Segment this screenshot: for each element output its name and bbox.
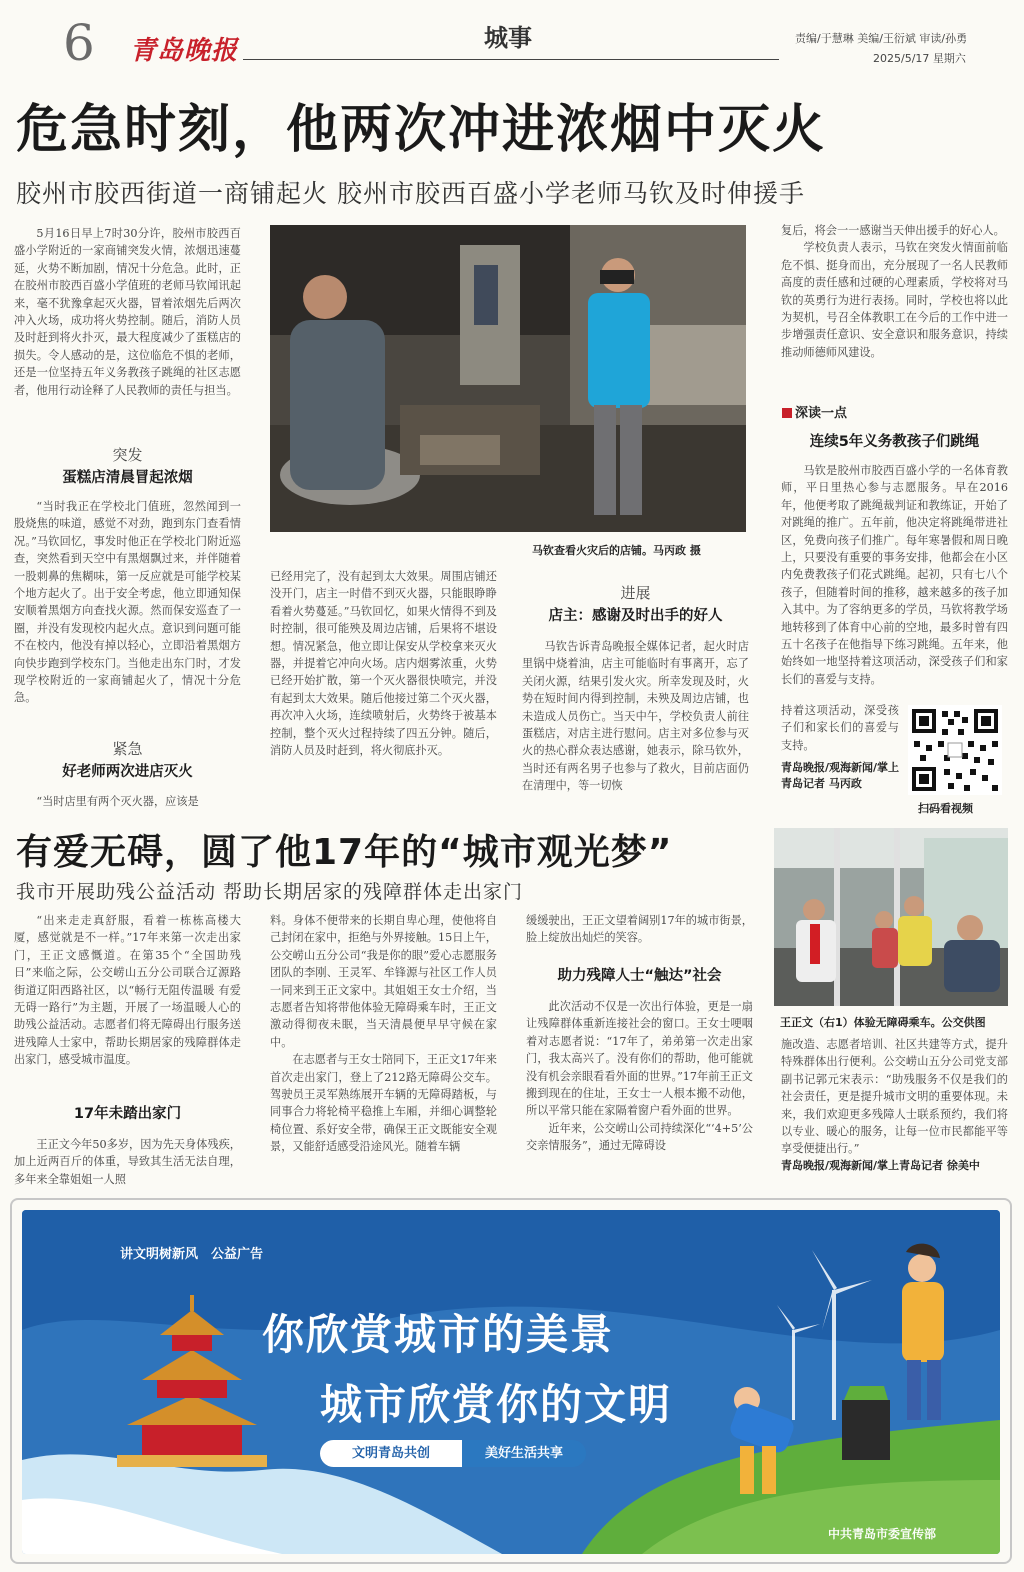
ad-pill-1: 文明青岛共创 [320,1440,462,1467]
story1-section3-text: 马钦告诉青岛晚报全媒体记者，起火时店里锅中烧着油，店主可能临时有事离开，忘了关闭火源，结果引发火灾。所幸发现及时，火势在短时间内得到控制，未殃及周边店铺，也未造成人员伤亡。当天中午，学校负责人前往蛋糕店，对店主进行慰问。店主对多位参与灭火的热心群众表达感谢，她表示，除马钦外，当时还有两名男子也参与了救火，目前店面仍在清理中，等一切恢 [522,640,749,793]
ad-slogan-line1: 你欣赏城市的美景 [262,1310,615,1359]
story1-col4-text: 复后，将会一一感谢当天伸出援手的好心人。 学校负责人表示，马钦在突发火情面前临危不惧、挺身而出，充分展现了一名人民教师高度的责任感和过硬的心理素质，学校将对马钦的英勇行为进行表扬。同时，学校也将以此为契机，号召全体教职工在今后的工作中进一步增强责任意识、安全意识和服务意识，持续推动师德师风建设。 [781,224,1008,359]
story2-headline: 有爱无碍，圆了他17年的“城市观光梦” [16,832,673,873]
story1-subhead-1: 蛋糕店清晨冒起浓烟 [62,470,193,486]
story1-credit: 青岛晚报/观海新闻/掌上青岛记者 马丙政 [781,761,900,790]
ad-sponsor: 中共青岛市委宣传部 [828,1527,937,1541]
fire-scene-photo [270,225,746,532]
ad-tag: 讲文明树新风 公益广告 [120,1247,264,1262]
fire-photo-caption: 马钦查看火灾后的店铺。马丙政 摄 [532,544,701,557]
story1-headline: 危急时刻，他两次冲进浓烟中灭火 [16,100,827,160]
bus-interior-illustration [774,828,1008,1006]
section-name: 城事 [478,18,538,53]
story2-col1-text2: 王正文今年50多岁，因为先天身体残疾，加上近两百斤的体重，导致其生活无法自理，多年来全靠姐姐一人照 [14,1138,241,1186]
story2-credit: 青岛晚报/观海新闻/掌上青岛记者 徐美中 [781,1159,980,1172]
story1-section2-text-b: 已经用完了，没有起到太大效果。周围店铺还没开门，店主一时借不到灭火器，只能眼睁睁看着火势蔓延。”马钦回忆，如果火情得不到及时控制，很可能殃及周边店铺，后果将不堪设想。情况紧急，他立即让保安从学校拿来灭火器，并提着它冲向火场。店内烟雾浓重，火势已经开始扩散，第一个灭火器很快喷完，并没有起到太大效果。随后他接过第二个灭火器，再次冲入火场，连续喷射后，火势终于被基本控制，整个灭火过程持续了四五分钟。随后，消防人员及时赶到，将火彻底扑灭。 [270,570,497,758]
deep-read-label: 深读一点 [782,402,847,421]
story1-subheadline: 胶州市胶西街道一商铺起火 胶州市胶西百盛小学老师马钦及时伸援手 [16,179,805,208]
story1-lead: 5月16日早上7时30分许，胶州市胶西百盛小学附近的一家商铺突发火情，浓烟迅速蔓延，火势不断加剧，情况十分危急。此时，正在胶州市胶西百盛小学值班的老师马钦闻讯起来，毫不犹豫拿起灭火器，冒着浓烟先后两次冲入火场，成功将火势控制。随后，消防人员及时赶到将火扑灭，最大程度减少了蛋糕店的损失。令人感动的是，这位临危不惧的老师，还是一位坚持五年义务教孩子跳绳的社区志愿者，他用行动诠释了人民教师的责任与担当。 [14,227,241,397]
header-rule [243,59,779,60]
red-square-icon [782,408,792,418]
qr-caption: 扫码看视频 [918,802,973,815]
deep-read-title: 连续5年义务教孩子们跳绳 [809,434,980,450]
story2-subheadline: 我市开展助残公益活动 帮助长期居家的残障群体走出家门 [16,881,524,903]
qr-code-icon [908,705,1002,795]
story1-kicker-3: 进展 [620,584,651,602]
editors-line: 责编/于慧琳 美编/王衍斌 审读/孙勇 [795,32,968,45]
story2-col3-text: 缓缓驶出，王正文望着阔别17年的城市街景，脸上绽放出灿烂的笑容。 [526,914,753,945]
bus-photo [774,828,1008,1006]
bus-photo-caption: 王正文（右1）体验无障碍乘车。公交供图 [780,1016,986,1029]
ad-pill-2: 美好生活共享 [462,1440,586,1467]
story1-subhead-3: 店主：感谢及时出手的好人 [548,608,723,624]
story2-subhead-b: 助力残障人士“触达”社会 [557,968,722,984]
story1-subhead-2: 好老师两次进店灭火 [62,764,193,780]
story1-section1-text: “当时我正在学校北门值班，忽然闻到一股烧焦的味道，感觉不对劲，跑到东门查看情况。”马钦回忆，事发时他正在学校北门附近巡查，突然看到天空中有黑烟飘过来，并伴随着一股刺鼻的焦糊味，第一反应就是可能学校某个地方起火了。出于安全考虑，他立即通知保安顺着黑烟方向查找火源。然而保安巡查了一圈，并没有发现校内起火点。意识到问题可能不在校内，他没有掉以轻心，立即沿着黑烟方向快步跑到学校东门。当他走出东门时，才发现学校附近的一家商铺起火了，情况十分危急。 [14,500,241,705]
qr-code[interactable] [908,705,1002,795]
story1-kicker-1: 突发 [112,446,143,464]
deep-read-text-top: 马钦是胶州市胶西百盛小学的一名体育教师，平日里热心参与志愿服务。早在2016年，他便考取了跳绳裁判证和教练证，开始了对跳绳的推广。五年前，他决定将跳绳带进社区，免费向孩子们推广。每年寒暑假和周日晚上，只要没有重要的事务安排，他都会在小区内免费教孩子们花式跳绳。起初，只有七八个孩子，但随着时间的推移，越来越多的孩子加入其中。为了容纳更多的学员，马钦将教学场地转移到了体育中心前的空地，最多时曾有四五十名孩子在他指导下练习跳绳。五年来，他始终如一地坚持着这项活动，深受孩子们和家长们的喜爱与支持。 [781,464,1008,686]
story2-col2-text: 料。身体不便带来的长期自卑心理，使他将自己封闭在家中，拒绝与外界接触。15日上午，公交崂山五分公司“我是你的眼”爱心志愿服务团队的李刚、王灵军、牟锋源与社区工作人员一同来到王正文家中。其姐姐王女士介绍，当志愿者告知将带他体验无障碍乘车时，王正文激动得彻夜未眠，当天清晨便早早守候在家中。 在志愿者与王女士陪同下，王正文17年来首次走出家门，登上了212路无障碍公交车。驾驶员王灵军熟练展开车辆的无障碍踏板，与同事合力将轮椅平稳推上车厢，并细心调整轮椅位置、系好安全带，确保王正文既能安全观景，又能舒适感受沿途风光。随着车辆 [270,914,497,1154]
publish-date: 2025/5/17 星期六 [873,52,966,65]
story1-section2-text-a: “当时店里有两个灭火器，应该是 [36,795,199,808]
story2-col1-text: “出来走走真舒服，看着一栋栋高楼大厦，感觉就是不一样。”17年来第一次走出家门，王正文感慨道。在第35个“全国助残日”来临之际，公交崂山五分公司联合辽源路街道辽阳西路社区，以“畅行无阻传温暖 有爱无碍一路行”为主题，开展了一场温暖人心的助残公益活动。志愿者们将无障碍出行服务送进残障人士家中，帮助长期居家的残障群体走出家门，感受城市温度。 [14,914,241,1067]
deep-read-text-continued: 持着这项活动，深受孩子们和家长们的喜爱与支持。 [781,704,899,752]
story1-kicker-2: 紧急 [112,740,143,758]
ad-slogan-line2: 城市欣赏你的文明 [320,1380,673,1429]
paper-logo: 青岛晚报 [130,36,239,66]
story2-col3-text2: 此次活动不仅是一次出行体验，更是一扇让残障群体重新连接社会的窗口。王女士哽咽着对志愿者说：“17年了，弟弟第一次走出家门，我太高兴了。没有你们的帮助，他可能就没有机会亲眼看看外面的世界。”17年前王正文搬到现在的住址，王女士一人根本搬不动他，所以平常只能在家隔着窗户看外面的世界。 近年来，公交崂山公司持续深化“‘4+5’公交亲情服务”，通过无障碍设 [526,1000,753,1153]
story2-subhead-a: 17年未踏出家门 [73,1106,182,1122]
story2-col4-text: 施改造、志愿者培训、社区共建等方式，提升特殊群体出行便利。公交崂山五分公司党支部副书记郭元宋表示：“助残服务不仅是我们的社会责任，更是提升城市文明的重要体现。未来，我们欢迎更多残障人士联系预约，我们将以专业、暖心的服务，让每一位市民都能平等享受便捷出行。” [781,1038,1008,1156]
page-number: 6 [63,14,95,72]
fire-scene-illustration [270,225,746,532]
